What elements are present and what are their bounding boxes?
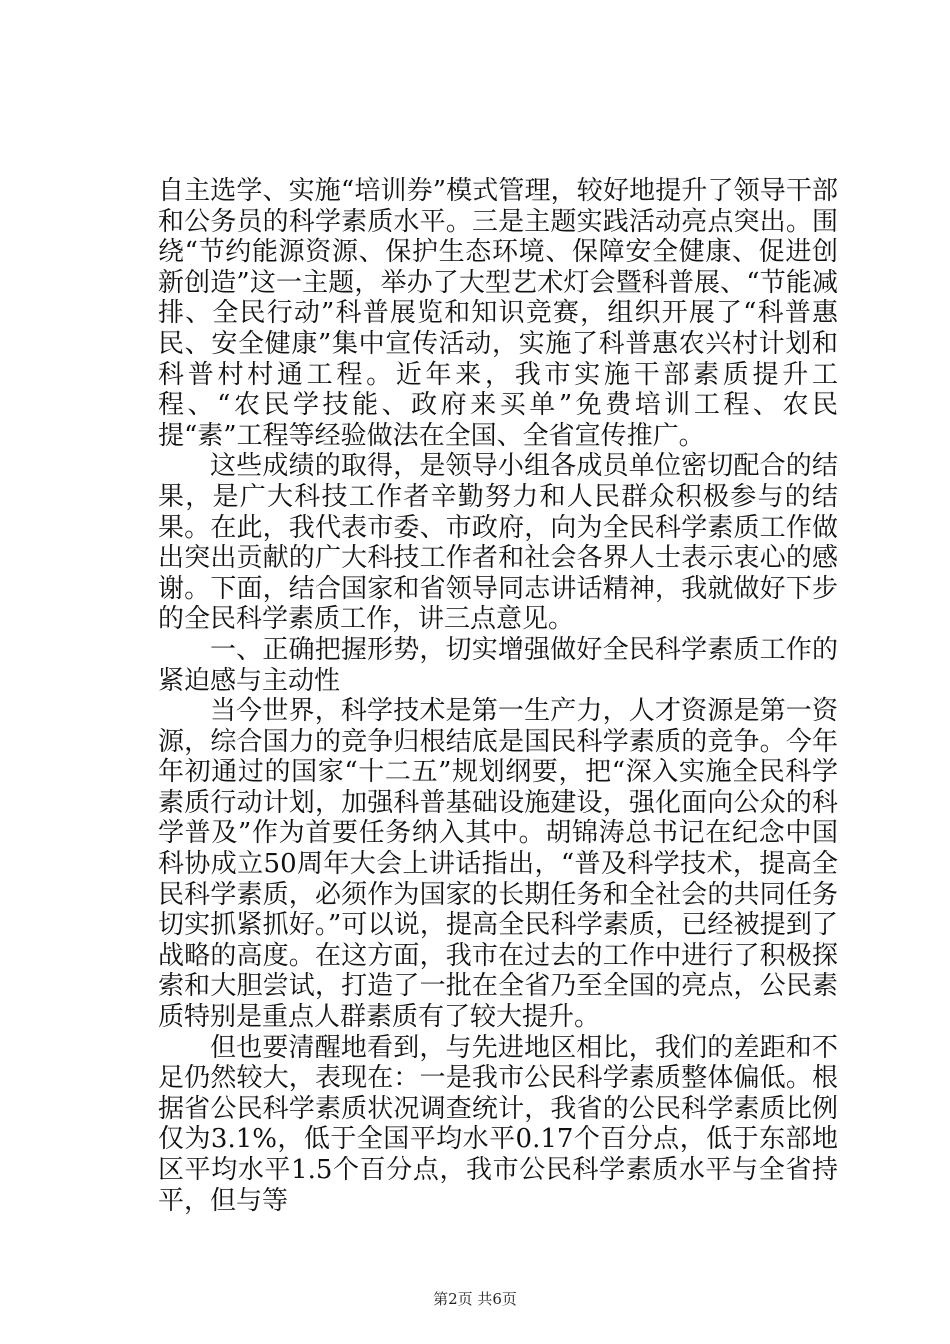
document-body — [158, 176, 838, 1216]
section-heading-one: 一、正确把握形势，切实增强做好全民科学素质工作的紧迫感与主动性 — [158, 634, 838, 696]
paragraph-achievements: 这些成绩的取得，是领导小组各成员单位密切配合的结果，是广大科技工作者辛勤努力和人民群众积极参与的结果。在此，我代表市委、市政府，向为全民科学素质工作做出突出贡献的广大科技工作者和社会各界人士表示衷心的感谢。下面，结合国家和省领导同志讲话精神，我就做好下步的全民科学素质工作，讲三点意见。 — [158, 451, 838, 635]
page-footer: 第2页 共6页 — [433, 1290, 517, 1308]
paragraph-gaps: 但也要清醒地看到，与先进地区相比，我们的差距和不足仍然较大，表现在：一是我市公民科学素质整体偏低。根据省公民科学素质状况调查统计，我省的公民科学素质比例仅为3.1%，低于全国平均水平0.17个百分点，低于东部地区平均水平1.5个百分点，我市公民科学素质水平与全省持平，但与等 — [158, 1032, 838, 1216]
paragraph-continuation: 自主选学、实施“培训券”模式管理，较好地提升了领导干部和公务员的科学素质水平。三是主题实践活动亮点突出。围绕“节约能源资源、保护生态环境、保障安全健康、促进创新创造”这一主题，举办了大型艺术灯会暨科普展、“节能减排、全民行动”科普展览和知识竞赛，组织开展了“科普惠民、安全健康”集中宣传活动，实施了科普惠农兴村计划和科普村村通工程。近年来，我市实施干部素质提升工程、“农民学技能、政府来买单”免费培训工程、农民提“素”工程等经验做法在全国、全省宣传推广。 — [158, 176, 838, 451]
paragraph-world-situation: 当今世界，科学技术是第一生产力，人才资源是第一资源，综合国力的竞争归根结底是国民科学素质的竞争。今年年初通过的国家“十二五”规划纲要，把“深入实施全民科学素质行动计划，加强科普基础设施建设，强化面向公众的科学普及”作为首要任务纳入其中。胡锦涛总书记在纪念中国科协成立50周年大会上讲话指出，“普及科学技术，提高全民科学素质，必须作为国家的长期任务和全社会的共同任务切实抓紧抓好。”可以说，提高全民科学素质，已经被提到了战略的高度。在这方面，我市在过去的工作中进行了积极探索和大胆尝试，打造了一批在全省乃至全国的亮点，公民素质特别是重点人群素质有了较大提升。 — [158, 696, 838, 1033]
